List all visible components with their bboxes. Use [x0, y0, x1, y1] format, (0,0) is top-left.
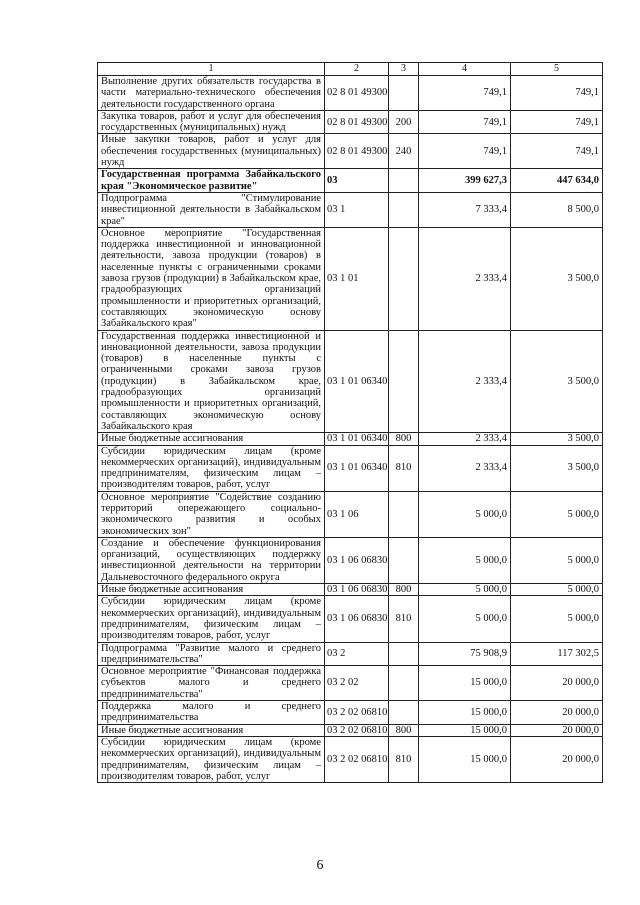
row-value-2: 117 302,5 [511, 642, 603, 666]
table-row [98, 537, 603, 583]
row-code: 03 2 02 06810 [325, 724, 389, 736]
header-cell: 2 [325, 63, 389, 76]
table-row [98, 491, 603, 537]
row-value-1: 15 000,0 [419, 666, 511, 701]
row-value-1: 5 000,0 [419, 537, 511, 583]
header-cell: 1 [98, 63, 325, 76]
row-value-2: 8 500,0 [511, 192, 603, 227]
row-type: 800 [389, 433, 419, 445]
row-name: Выполнение других обязательств государства в части материально-технического обеспечения деятельности государственного органа [98, 76, 325, 111]
row-type: 240 [389, 134, 419, 169]
table-row [98, 433, 603, 445]
row-value-1: 75 908,9 [419, 642, 511, 666]
row-value-1: 399 627,3 [419, 169, 511, 193]
row-value-1: 15 000,0 [419, 736, 511, 782]
row-type [389, 227, 419, 330]
table-row [98, 445, 603, 491]
row-name: Поддержка малого и среднего предпринимательства [98, 701, 325, 725]
row-code: 03 2 02 06810 [325, 736, 389, 782]
row-type: 800 [389, 584, 419, 596]
row-type [389, 491, 419, 537]
row-code: 03 1 06 06830 [325, 596, 389, 642]
table-body [98, 63, 603, 783]
table-row [98, 666, 603, 701]
row-value-2: 749,1 [511, 134, 603, 169]
row-code: 03 1 06 06830 [325, 537, 389, 583]
row-value-1: 749,1 [419, 134, 511, 169]
row-value-2: 3 500,0 [511, 445, 603, 491]
row-name: Основное мероприятие "Финансовая поддержка субъектов малого и среднего предпринимательства" [98, 666, 325, 701]
header-cell: 3 [389, 63, 419, 76]
row-value-2: 20 000,0 [511, 736, 603, 782]
table-row [98, 596, 603, 642]
row-value-2: 20 000,0 [511, 666, 603, 701]
table-row [98, 701, 603, 725]
row-value-1: 2 333,4 [419, 433, 511, 445]
table-row [98, 134, 603, 169]
row-code: 03 2 02 [325, 666, 389, 701]
row-value-2: 3 500,0 [511, 227, 603, 330]
row-code: 03 1 01 06340 [325, 330, 389, 433]
row-value-2: 3 500,0 [511, 330, 603, 433]
row-name: Закупка товаров, работ и услуг для обеспечения государственных (муниципальных) нужд [98, 110, 325, 134]
row-name: Государственная поддержка инвестиционной и инновационной деятельности, завоза продукции (товаров) в населенные пункты с ограниченными сроками завоза грузов (продукции) в Забайкальском крае, градообразующих организаций промышленности и приоритетных организаций, составляющих экономическую основу Забайкальского края [98, 330, 325, 433]
row-name: Основное мероприятие "Содействие созданию территорий опережающего социально-экономического развития и особых экономических зон" [98, 491, 325, 537]
row-value-2: 3 500,0 [511, 433, 603, 445]
table-row [98, 110, 603, 134]
page-number: 6 [316, 858, 324, 873]
budget-table [97, 62, 603, 783]
row-name: Подпрограмма "Развитие малого и среднего предпринимательства" [98, 642, 325, 666]
table-row [98, 584, 603, 596]
row-type [389, 169, 419, 193]
row-code: 03 1 [325, 192, 389, 227]
row-name: Иные бюджетные ассигнования [98, 433, 325, 445]
row-name: Субсидии юридическим лицам (кроме некоммерческих организаций), индивидуальным предпринимателям, физическим лицам – производителям товаров, работ, услуг [98, 445, 325, 491]
table-row [98, 76, 603, 111]
row-type [389, 192, 419, 227]
table-row [98, 642, 603, 666]
row-value-2: 20 000,0 [511, 724, 603, 736]
row-type: 810 [389, 596, 419, 642]
row-type [389, 330, 419, 433]
row-code: 03 1 01 [325, 227, 389, 330]
row-type [389, 76, 419, 111]
row-value-2: 447 634,0 [511, 169, 603, 193]
row-name: Подпрограмма "Стимулирование инвестиционной деятельности в Забайкальском крае" [98, 192, 325, 227]
table-row [98, 169, 603, 193]
table-header-row [98, 63, 603, 76]
row-value-2: 20 000,0 [511, 701, 603, 725]
row-name: Субсидии юридическим лицам (кроме некоммерческих организаций), индивидуальным предпринимателям, физическим лицам – производителям товаров, работ, услуг [98, 736, 325, 782]
row-value-1: 2 333,4 [419, 330, 511, 433]
row-value-1: 5 000,0 [419, 596, 511, 642]
table-row [98, 192, 603, 227]
row-name: Создание и обеспечение функционирования организаций, осуществляющих поддержку инвестиционной деятельности на территории Дальневосточного федерального округа [98, 537, 325, 583]
row-value-2: 5 000,0 [511, 596, 603, 642]
table-row [98, 736, 603, 782]
row-code: 03 1 01 06340 [325, 445, 389, 491]
row-value-1: 2 333,4 [419, 445, 511, 491]
table-row [98, 724, 603, 736]
row-code: 03 2 02 06810 [325, 701, 389, 725]
row-name: Основное мероприятие "Государственная поддержка инвестиционной и инновационной деятельности, завоза продукции (товаров) в населенные пункты с ограниченными сроками завоза грузов (продукции) в Забайкальском крае, градообразующих организаций промышленности и приоритетных организаций, составляющих экономическую основу Забайкальского края" [98, 227, 325, 330]
row-value-2: 749,1 [511, 110, 603, 134]
row-value-2: 749,1 [511, 76, 603, 111]
row-name: Иные бюджетные ассигнования [98, 584, 325, 596]
row-type: 810 [389, 736, 419, 782]
row-type [389, 642, 419, 666]
header-cell: 5 [511, 63, 603, 76]
row-type [389, 666, 419, 701]
row-value-2: 5 000,0 [511, 584, 603, 596]
row-value-1: 749,1 [419, 76, 511, 111]
row-name: Иные закупки товаров, работ и услуг для обеспечения государственных (муниципальных) нужд [98, 134, 325, 169]
row-code: 02 8 01 49300 [325, 76, 389, 111]
row-value-1: 2 333,4 [419, 227, 511, 330]
row-code: 03 [325, 169, 389, 193]
row-type: 810 [389, 445, 419, 491]
table-row [98, 227, 603, 330]
row-value-2: 5 000,0 [511, 491, 603, 537]
row-value-2: 5 000,0 [511, 537, 603, 583]
row-name: Государственная программа Забайкальского края "Экономическое развитие" [98, 169, 325, 193]
row-value-1: 5 000,0 [419, 584, 511, 596]
row-code: 03 1 06 [325, 491, 389, 537]
row-type [389, 537, 419, 583]
row-type: 800 [389, 724, 419, 736]
row-name: Субсидии юридическим лицам (кроме некоммерческих организаций), индивидуальным предпринимателям, физическим лицам – производителям товаров, работ, услуг [98, 596, 325, 642]
row-code: 03 2 [325, 642, 389, 666]
header-cell: 4 [419, 63, 511, 76]
row-code: 03 1 06 06830 [325, 584, 389, 596]
row-code: 03 1 01 06340 [325, 433, 389, 445]
row-code: 02 8 01 49300 [325, 134, 389, 169]
row-value-1: 749,1 [419, 110, 511, 134]
row-value-1: 15 000,0 [419, 724, 511, 736]
row-name: Иные бюджетные ассигнования [98, 724, 325, 736]
row-value-1: 7 333,4 [419, 192, 511, 227]
row-code: 02 8 01 49300 [325, 110, 389, 134]
row-value-1: 5 000,0 [419, 491, 511, 537]
row-type [389, 701, 419, 725]
row-value-1: 15 000,0 [419, 701, 511, 725]
row-type: 200 [389, 110, 419, 134]
table-row [98, 330, 603, 433]
